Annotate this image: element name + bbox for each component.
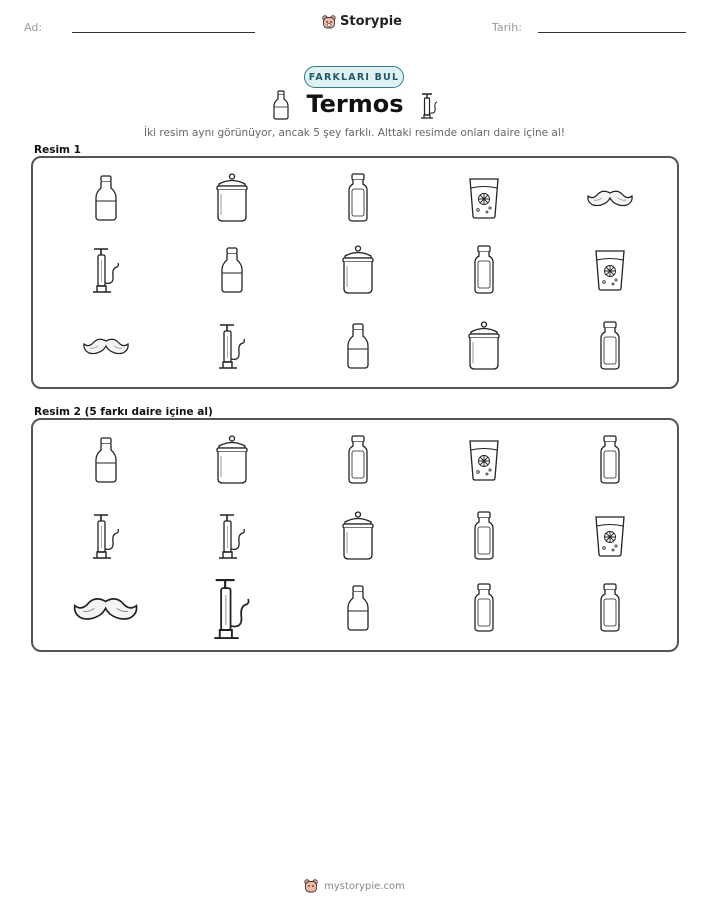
glass-jar-icon (347, 173, 369, 227)
milk-bottle-icon (220, 247, 244, 297)
name-line (72, 32, 255, 33)
ice-glass-icon[interactable] (594, 515, 626, 561)
glass-jar-icon[interactable] (599, 583, 621, 637)
air-pump-icon[interactable] (92, 512, 120, 564)
activity-badge: FARKLARI BUL (304, 66, 404, 88)
ice-glass-icon (468, 177, 500, 223)
ice-glass-icon (594, 249, 626, 295)
footer-site[interactable]: mystorypie.com (324, 880, 405, 892)
mustache-icon (586, 187, 634, 213)
instructions: İki resim aynı görünüyor, ancak 5 şey farklı. Alttaki resimde onları daire içine al! (144, 127, 565, 139)
date-label: Tarih: (492, 21, 522, 34)
mustache-icon[interactable] (72, 593, 139, 628)
air-pump-icon (218, 322, 246, 374)
date-line (538, 32, 686, 33)
milk-bottle-icon (273, 90, 289, 120)
glass-jar-icon[interactable] (599, 435, 621, 489)
bear-logo-icon (322, 15, 336, 29)
picture2-label[interactable]: Resim 2 (5 farkı daire içine al) (34, 406, 213, 418)
footer (0, 879, 709, 893)
air-pump-icon (92, 246, 120, 298)
ice-glass-icon[interactable] (468, 439, 500, 485)
glass-jar-icon (599, 321, 621, 375)
brand-logo (322, 14, 402, 29)
air-pump-icon[interactable] (218, 512, 246, 564)
cookie-jar-icon (214, 173, 250, 227)
cookie-jar-icon[interactable] (340, 511, 376, 565)
air-pump-icon (420, 92, 440, 120)
glass-jar-icon[interactable] (473, 511, 495, 565)
air-pump-icon[interactable] (213, 576, 251, 645)
cookie-jar-icon (340, 245, 376, 299)
mustache-icon (82, 335, 130, 361)
brand-name: Storypie (340, 14, 402, 29)
glass-jar-icon[interactable] (347, 435, 369, 489)
milk-bottle-icon[interactable] (94, 437, 118, 487)
picture1-panel (31, 156, 679, 389)
milk-bottle-icon (94, 175, 118, 225)
picture2-panel[interactable] (31, 418, 679, 652)
page-title: Termos (306, 90, 404, 118)
cookie-jar-icon[interactable] (214, 435, 250, 489)
glass-jar-icon[interactable] (473, 583, 495, 637)
bear-logo-icon (304, 879, 318, 893)
cookie-jar-icon (466, 321, 502, 375)
glass-jar-icon (473, 245, 495, 299)
name-label: Ad: (24, 21, 43, 34)
picture1-label: Resim 1 (34, 144, 81, 156)
milk-bottle-icon (346, 323, 370, 373)
milk-bottle-icon[interactable] (346, 585, 370, 635)
